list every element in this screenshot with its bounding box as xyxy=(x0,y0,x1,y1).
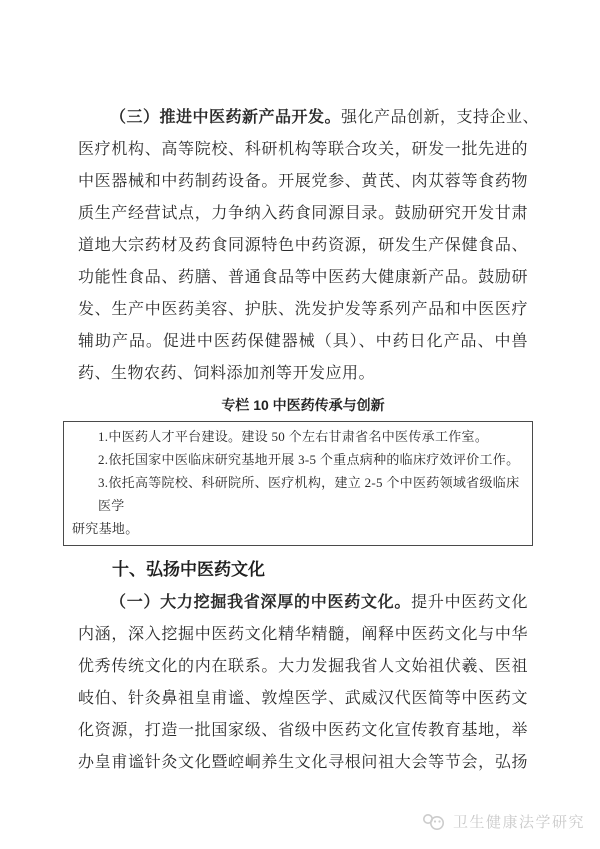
para3-line: 药、生物农药、饲料添加剂等开发应用。 xyxy=(78,365,376,382)
para10-line: 岐伯、针灸鼻祖皇甫谧、敦煌医学、武威汉代医简等中医药文 xyxy=(78,690,528,707)
paragraph-section-10-1 xyxy=(78,587,528,779)
para10-line: 内涵，深入挖掘中医药文化精华精髓，阐释中医药文化与中华 xyxy=(78,626,528,643)
footer-watermark-text: 卫生健康法学研究 xyxy=(452,814,585,831)
document-body xyxy=(72,102,540,779)
column-box-title: 专栏 10 中医药传承与创新 xyxy=(221,397,385,413)
para3-line: 辅助产品。促进中医药保健器械（具）、中药日化产品、中兽 xyxy=(78,333,528,350)
para3-line: 质生产经营试点，力争纳入药食同源目录。鼓励研究开发甘肃 xyxy=(78,205,528,222)
section-10-heading: 十、弘扬中医药文化 xyxy=(112,560,265,579)
footer-watermark xyxy=(422,811,585,832)
column-box-item: 3.依托高等院校、科研院所、医疗机构，建立 2-5 个中医药领域省级临床医学 xyxy=(98,475,520,513)
para10-line: 化资源，打造一批国家级、省级中医药文化宣传教育基地，举 xyxy=(78,722,528,739)
mascot-logo-icon xyxy=(422,812,448,832)
para10-line: 优秀传统文化的内在联系。大力发掘我省人文始祖伏羲、医祖 xyxy=(78,658,528,675)
para10-line xyxy=(78,587,528,619)
para10-lead-rest: 提升中医药文化 xyxy=(411,594,528,611)
column-box-item-continuation: 研究基地。 xyxy=(72,521,139,536)
column-box-item: 1.中医药人才平台建设。建设 50 个左右甘肃省名中医传承工作室。 xyxy=(98,429,489,444)
para3-line: 功能性食品、药膳、普通食品等中医药大健康新产品。鼓励研 xyxy=(78,269,528,286)
para3-line: 道地大宗药材及药食同源特色中药资源，研发生产保健食品、 xyxy=(78,237,528,254)
column-box-item: 2.依托国家中医临床研究基地开展 3-5 个重点病种的临床疗效评价工作。 xyxy=(98,452,520,467)
para10-lead-bold: （一）大力挖掘我省深厚的中医药文化。 xyxy=(110,594,412,611)
para10-line: 办皇甫谧针灸文化暨崆峒养生文化寻根问祖大会等节会，弘扬 xyxy=(78,754,528,771)
paragraph-section-3 xyxy=(78,102,540,390)
para3-line: 中医器械和中药制药设备。开展党参、黄芪、肉苁蓉等食药物 xyxy=(78,173,528,190)
para3-line: 医疗机构、高等院校、科研机构等联合攻关，研发一批先进的 xyxy=(78,141,528,158)
para3-lead-bold: （三）推进中医药新产品开发。 xyxy=(110,109,342,126)
para3-line: 发、生产中医药美容、护肤、洗发护发等系列产品和中医医疗 xyxy=(78,301,528,318)
para3-lead-rest: 强化产品创新，支持企业、 xyxy=(341,109,540,126)
para3-line xyxy=(78,102,540,134)
column-box xyxy=(63,421,533,546)
